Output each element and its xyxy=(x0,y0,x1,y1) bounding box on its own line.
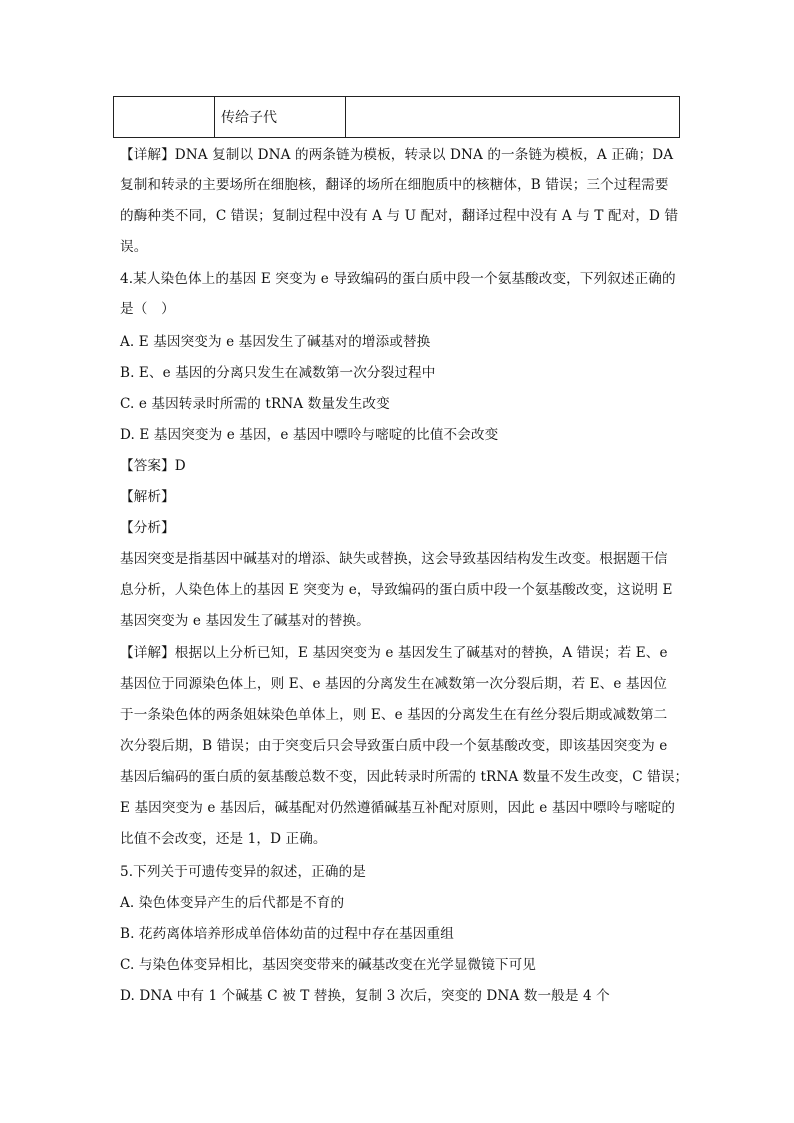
question-4-stem-2: 是（ ） xyxy=(120,301,175,317)
q5-option-d: D. DNA 中有 1 个碱基 C 被 T 替换，复制 3 次后，突变的 DNA 数一般是 4 个 xyxy=(120,988,610,1004)
detail-2-line-4: 次分裂后期，B 错误；由于突变后只会导致蛋白质中段一个氨基酸改变，即该基因突变为 e xyxy=(120,738,668,754)
option-d: D. E 基因突变为 e 基因，e 基因中嘌呤与嘧啶的比值不会改变 xyxy=(120,427,499,443)
q5-option-c: C. 与染色体变异相比，基因突变带来的碱基改变在光学显微镜下可见 xyxy=(120,957,536,973)
analysis-line-3: 基因突变为 e 基因发生了碱基对的替换。 xyxy=(120,613,370,629)
q5-option-a: A. 染色体变异产生的后代都是不育的 xyxy=(120,895,345,911)
detail-line-1: 【详解】DNA 复制以 DNA 的两条链为模板，转录以 DNA 的一条链为模板，A 正确；DA xyxy=(120,147,674,163)
detail-2-line-1: 【详解】根据以上分析已知，E 基因突变为 e 基因发生了碱基对的替换，A 错误；若 E、e xyxy=(120,645,668,661)
detail-2-line-5: 基因后编码的蛋白质的氨基酸总数不变，因此转录时所需的 tRNA 数量不发生改变，C 错误； xyxy=(120,769,689,785)
option-a: A. E 基因突变为 e 基因发生了碱基对的增添或替换 xyxy=(120,334,431,350)
table-cell-2: 传给子代 xyxy=(215,97,346,138)
table-row xyxy=(114,97,680,138)
analysis-line-2: 息分析，人染色体上的基因 E 突变为 e，导致编码的蛋白质中段一个氨基酸改变，这说明 E xyxy=(120,582,673,598)
detail-line-3: 的酶种类不同，C 错误；复制过程中没有 A 与 U 配对，翻译过程中没有 A 与 T 配对，D 错 xyxy=(120,208,679,224)
detail-2-line-3: 于一条染色体的两条姐妹染色单体上，则 E、e 基因的分离发生在有丝分裂后期或减数第二 xyxy=(120,707,668,723)
analysis-heading: 【解析】 xyxy=(120,489,175,505)
answer-table xyxy=(113,96,680,138)
detail-line-4: 误。 xyxy=(120,239,148,255)
detail-2-line-6: E 基因突变为 e 基因后，碱基配对仍然遵循碱基互补配对原则，因此 e 基因中嘌呤与嘧啶的 xyxy=(120,800,676,816)
question-5-stem: 5.下列关于可遗传变异的叙述，正确的是 xyxy=(120,864,366,880)
table-cell-1 xyxy=(114,97,215,138)
detail-line-2: 复制和转录的主要场所在细胞核，翻译的场所在细胞质中的核糖体，B 错误；三个过程需要 xyxy=(120,177,669,193)
detail-2-line-7: 比值不会改变，还是 1，D 正确。 xyxy=(120,831,327,847)
detail-2-line-2: 基因位于同源染色体上，则 E、e 基因的分离发生在减数第一次分裂后期，若 E、e 基因位 xyxy=(120,676,667,692)
analysis-line-1: 基因突变是指基因中碱基对的增添、缺失或替换，这会导致基因结构发生改变。根据题干信 xyxy=(120,551,668,567)
analysis-subheading: 【分析】 xyxy=(120,520,175,536)
table-cell-3 xyxy=(346,97,680,138)
question-4-stem-1: 4.某人染色体上的基因 E 突变为 e 导致编码的蛋白质中段一个氨基酸改变，下列叙述正确的 xyxy=(120,271,676,287)
option-b: B. E、e 基因的分离只发生在减数第一次分裂过程中 xyxy=(120,365,436,381)
answer: 【答案】D xyxy=(120,458,186,474)
option-c: C. e 基因转录时所需的 tRNA 数量发生改变 xyxy=(120,396,390,412)
q5-option-b: B. 花药离体培养形成单倍体幼苗的过程中存在基因重组 xyxy=(120,926,454,942)
